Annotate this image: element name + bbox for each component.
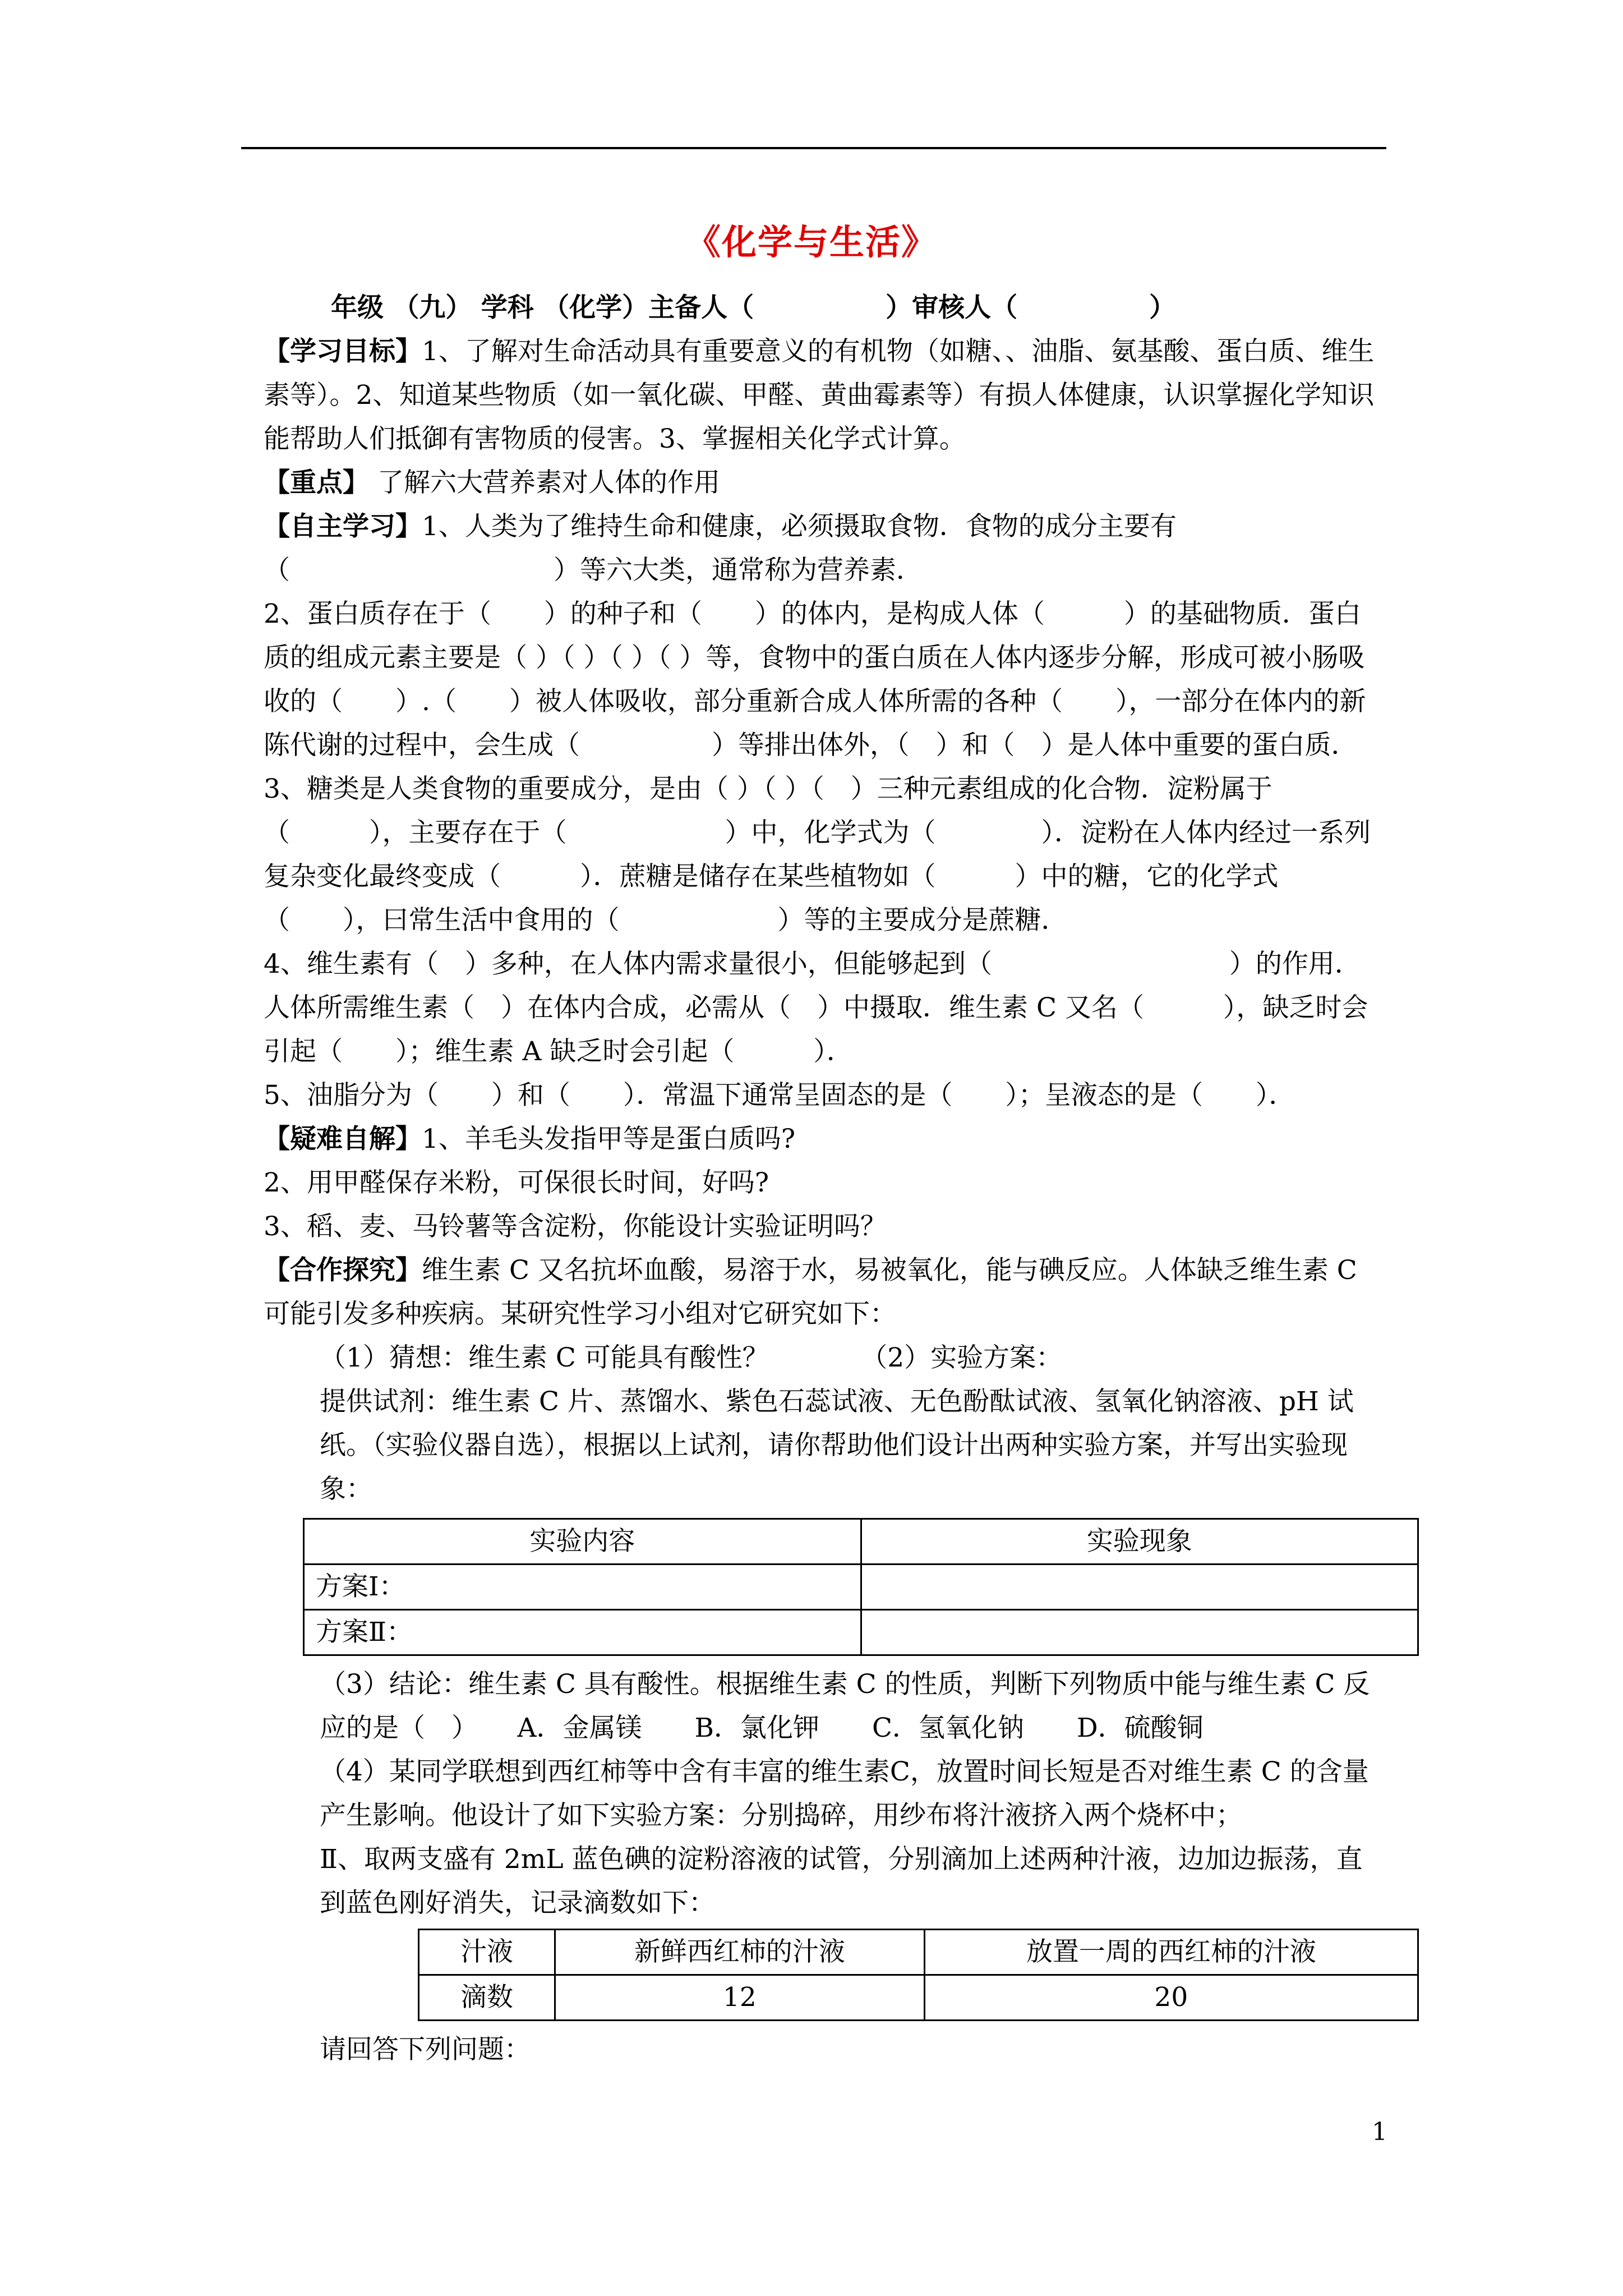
key-point-paragraph — [264, 461, 1381, 505]
self-study-tag: 【自主学习】 — [264, 511, 422, 542]
self-study-q2: 2、蛋白质存在于（ ）的种子和（ ）的体内，是构成人体（ ）的基础物质．蛋白质的组成元素主要是（ ）（ ）（ ）（ ）等，食物中的蛋白质在人体内逐步分解，形成可被小肠吸收的（ ）.（ ）被人体吸收，部分重新合成人体所需的各种（ ），一部分在体内的新陈代谢的过程中，会生成（ ）等排出体外，（ ）和（ ）是人体中重要的蛋白质． — [264, 599, 1366, 761]
meta-line: 年级 （九） 学科 （化学）主备人（ ）审核人（ ） — [331, 292, 1176, 323]
table-header-cell: 实验内容 — [304, 1519, 861, 1565]
closing-line: 请回答下列问题： — [320, 2034, 531, 2065]
difficult-q3: 3、稻、麦、马铃薯等含淀粉，你能设计实验证明吗？ — [264, 1211, 887, 1242]
page-number: 1 — [1372, 2118, 1387, 2146]
table-header-cell: 实验现象 — [861, 1519, 1418, 1565]
coop-steps — [264, 1336, 1381, 1380]
difficult-q1-text: 1、羊毛头发指甲等是蛋白质吗? — [422, 1124, 796, 1154]
coop-intro — [264, 1249, 1381, 1336]
table-header-cell: 放置一周的西红柿的汁液 — [924, 1930, 1418, 1975]
coop-step3: （3）结论：维生素 C 具有酸性。根据维生素 C 的性质，判断下列物质中能与维生素 C 反应的是（ ） A．金属镁 B．氯化钾 C．氢氧化钠 D．硫酸铜 — [320, 1669, 1370, 1743]
header-rule — [241, 147, 1386, 149]
coop-step4: （4）某同学联想到西红柿等中含有丰富的维生素C，放置时间长短是否对维生素 C 的含量产生影响。他设计了如下实验方案：分别捣碎，用纱布将汁液挤入两个烧杯中； — [320, 1756, 1369, 1831]
self-study-q4: 4、维生素有（ ）多种，在人体内需求量很小，但能够起到（ ）的作用．人体所需维生素（ ）在体内合成，必需从（ ）中摄取．维生素 C 又名（ ），缺乏时会引起（ ）；维生素 A 缺乏时会引起（ ）． — [264, 949, 1368, 1067]
coop-step2: （2）实验方案： — [874, 1342, 1063, 1373]
table-cell: 方案Ⅰ： — [304, 1565, 861, 1610]
objectives-tag: 【学习目标】 — [264, 336, 422, 367]
page-title: 《化学与生活》 — [685, 222, 937, 263]
coop-step1: （1）猜想：维生素 C 可能具有酸性？ — [320, 1342, 769, 1373]
difficult-tag: 【疑难自解】 — [264, 1124, 422, 1154]
objectives-paragraph — [264, 330, 1381, 461]
coop-tag: 【合作探究】 — [264, 1255, 422, 1286]
table-cell: 12 — [555, 1975, 925, 2021]
coop-intro-text: 维生素 C 又名抗坏血酸，易溶于水，易被氧化，能与碘反应。人体缺乏维生素 C 可能引发多种疾病。某研究性学习小组对它研究如下： — [264, 1255, 1357, 1329]
table-cell — [861, 1610, 1418, 1655]
key-point-text: 了解六大营养素对人体的作用 — [369, 467, 720, 498]
objectives-text: 1、了解对生命活动具有重要意义的有机物（如糖、、油脂、氨基酸、蛋白质、维生素等）。2、知道某些物质（如一氧化碳、甲醛、黄曲霉素等）有损人体健康，认识掌握化学知识能帮助人们抵御有害物质的侵害。3、掌握相关化学式计算。 — [264, 336, 1375, 454]
self-study-q5: 5、油脂分为（ ）和（ ）．常温下通常呈固态的是（ ）；呈液态的是（ ）． — [264, 1080, 1295, 1111]
table-header-cell: 新鲜西红柿的汁液 — [555, 1930, 925, 1975]
self-study-q1 — [264, 505, 1381, 592]
table-cell: 滴数 — [419, 1975, 555, 2021]
self-study-q1-text: 1、人类为了维持生命和健康，必须摄取食物．食物的成分主要有（ ）等六大类，通常称为营养素． — [264, 511, 1177, 586]
table-header-cell: 汁液 — [419, 1930, 555, 1975]
table-row — [419, 1975, 1418, 2021]
table-row — [304, 1565, 1418, 1610]
drops-table — [418, 1929, 1419, 2021]
table-cell — [861, 1565, 1418, 1610]
table-row — [304, 1610, 1418, 1655]
self-study-q3: 3、糖类是人类食物的重要成分，是由（ ）（ ）（ ）三种元素组成的化合物．淀粉属于（ ），主要存在于（ ）中，化学式为（ ）．淀粉在人体内经过一系列复杂变化最终变成（ ）．蔗糖是储存在某些植物如（ ）中的糖，它的化学式（ ），曰常生活中食用的（ ）等的主要成分是蔗糖． — [264, 774, 1371, 936]
table-cell: 20 — [924, 1975, 1418, 2021]
difficult-q2: 2、用甲醛保存米粉，可保很长时间，好吗? — [264, 1167, 769, 1198]
table-header-row — [304, 1519, 1418, 1565]
table-header-row — [419, 1930, 1418, 1975]
key-point-tag: 【重点】 — [264, 467, 369, 498]
coop-step5: Ⅱ、取两支盛有 2mL 蓝色碘的淀粉溶液的试管，分别滴加上述两种汁液，边加边振荡，直到蓝色刚好消失，记录滴数如下： — [320, 1844, 1363, 1918]
coop-reagents: 提供试剂：维生素 C 片、蒸馏水、紫色石蕊试液、无色酚酞试液、氢氧化钠溶液、pH 试纸。（实验仪器自选），根据以上试剂，请你帮助他们设计出两种实验方案，并写出实验现象： — [320, 1386, 1354, 1504]
experiment-table — [303, 1518, 1419, 1656]
difficult-q1 — [264, 1117, 1381, 1161]
document-body — [264, 286, 1381, 2072]
table-cell: 方案Ⅱ： — [304, 1610, 861, 1655]
